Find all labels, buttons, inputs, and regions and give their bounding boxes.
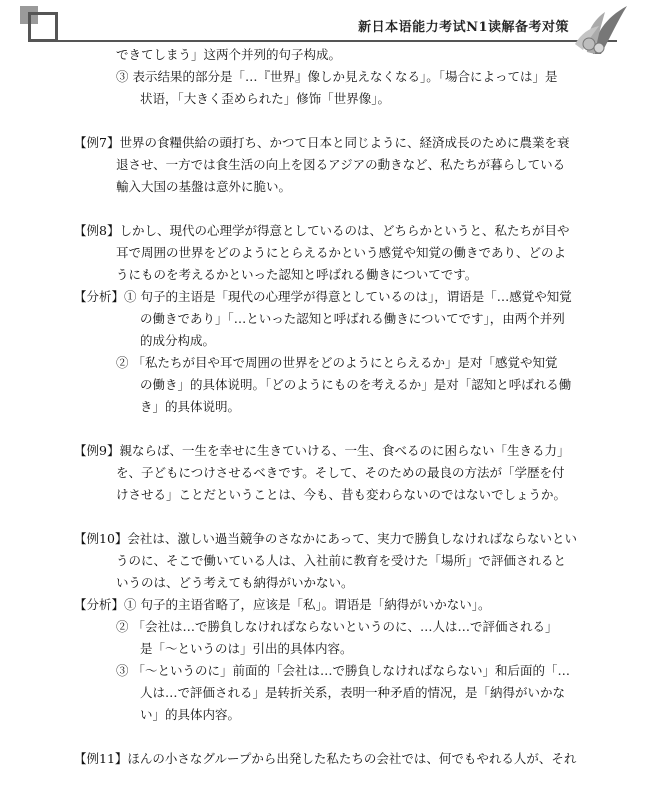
text-line: 【分析】① 句子的主语省略了，应该是「私」。谓语是「納得がいかない」。 <box>74 597 491 612</box>
page-body <box>74 44 594 792</box>
text-line: き」的具体说明。 <box>140 399 241 414</box>
text-line: の働きであり」「…といった認知と呼ばれる働きについてです」，由两个并列 <box>140 311 565 326</box>
text-line: い」的具体内容。 <box>140 707 241 722</box>
text-line: 【例11】ほんの小さなグループから出発した私たちの会社では、何でもやれる人が、それ <box>74 751 577 766</box>
running-head-title: 新日本语能力考试N1读解备考对策 <box>358 20 569 35</box>
paragraph <box>74 132 594 198</box>
text-line: 輸入大国の基盤は意外に脆い。 <box>116 179 292 194</box>
text-line: ② 「会社は…で勝負しなければならないというのに、…人は…で評価される」 <box>116 619 558 634</box>
text-line: 【例7】世界の食糧供給の頭打ち、かつて日本と同じように、経済成長のために農業を衰 <box>74 135 570 150</box>
text-line: ③ 「～というのに」前面的「会社は…で勝負しなければならない」和后面的「… <box>116 663 570 678</box>
text-line: ② 「私たちが目や耳で周囲の世界をどのようにとらえるか」是对「感覚や知覚 <box>116 355 558 370</box>
text-line: うにものを考えるかといった認知と呼ばれる働きについてです。 <box>116 267 478 282</box>
text-line: 是「～というのは」引出的具体内容。 <box>140 641 353 656</box>
text-line: 【例8】しかし、現代の心理学が得意としているのは、どちらかというと、私たちが目や <box>74 223 570 238</box>
header-rule <box>58 40 617 42</box>
text-line: 状语，「大きく歪められた」修饰「世界像」。 <box>140 91 391 106</box>
corner-decoration <box>28 12 58 42</box>
paragraph <box>74 220 594 418</box>
text-line: を、子どもにつけさせるべきです。そして、そのための最良の方法が「学歴を付 <box>116 465 565 480</box>
text-line: ③ 表示结果的部分是「…『世界』像しか見えなくなる」。「場合によっては」是 <box>116 69 558 84</box>
text-line: いうのは、どう考えても納得がいかない。 <box>116 575 354 590</box>
text-line: けさせる」ことだということは、今も、昔も変わらないのではないでしょうか。 <box>116 487 567 502</box>
text-line: できてしまう」这两个并列的句子构成。 <box>116 47 342 62</box>
paragraph <box>74 44 594 110</box>
text-line: 【例10】会社は、激しい過当競争のさなかにあって、実力で勝負しなければならないとい <box>74 531 578 546</box>
paragraph <box>74 440 594 506</box>
text-line: 【例9】親ならば、一生を幸せに生きていける、一生、食べるのに困らない「生きる力」 <box>74 443 570 458</box>
text-line: 的成分构成。 <box>140 333 216 348</box>
text-line: うのに、そこで働いている人は、入社前に教育を受けた「場所」で評価されると <box>116 553 567 568</box>
text-line: 退させ、一方では食生活の向上を図るアジアの動きなど、私たちが暮らしている <box>116 157 566 172</box>
paragraph <box>74 748 594 770</box>
text-line: の働き」的具体说明。「どのようにものを考えるか」是对「認知と呼ばれる働 <box>140 377 572 392</box>
text-line: 耳で周囲の世界をどのようにとらえるかという感覚や知覚の働きであり、どのよ <box>116 245 567 260</box>
paragraph <box>74 528 594 726</box>
text-line: 【分析】① 句子的主语是「現代の心理学が得意としているのは」，谓语是「…感覚や知覚 <box>74 289 572 304</box>
text-line: 人は…で評価される」是转折关系，表明一种矛盾的情况，是「納得がいかな <box>140 685 566 700</box>
